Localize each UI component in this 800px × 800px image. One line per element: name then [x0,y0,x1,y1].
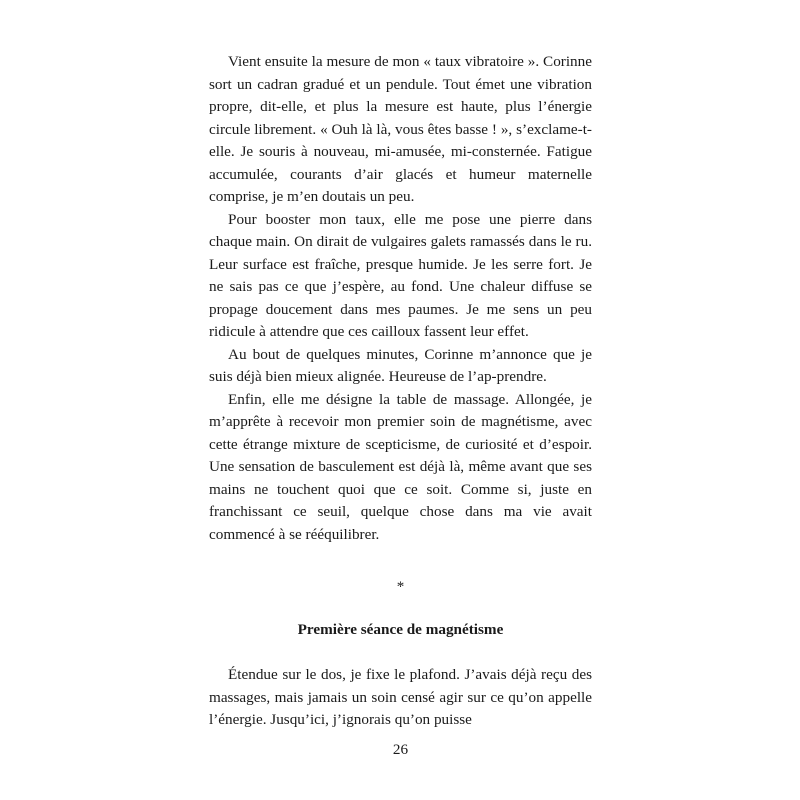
book-page [209,0,592,800]
paragraph-etendue: Étendue sur le dos, je fixe le plafond. J’avais déjà reçu des massages, mais jamais un soin censé agir sur ce qu’on appelle l’énergie. Jusqu’ici, j’ignorais qu’on puisse [209,666,592,728]
paragraph-pierres: Pour booster mon taux, elle me pose une pierre dans chaque main. On dirait de vulgaires galets ramassés dans le ru. Leur surface est fraîche, presque humide. Je les serre fort. Je ne sais pas ce que j’espère, au fond. Une chaleur diffuse se propage doucement dans mes paumes. Je me sens un peu ridicule à attendre que ces cailloux fassent leur effet. [209,210,592,340]
paragraph-table-de-massage: Enfin, elle me désigne la table de massage. Allongée, je m’apprête à recevoir mon premier soin de magnétisme, avec cette étrange mixture de scepticisme, de curiosité et d’espoir. Une sensation de basculement est déjà là, même avant que ses mains ne touchent quoi que ce soit. Comme si, juste en franchissant ce seuil, quelque chose dans ma vie avait commencé à se rééquilibrer. [209,390,592,543]
body-text [209,51,592,546]
section-body-text [209,664,592,732]
paragraph-alignee: Au bout de quelques minutes, Corinne m’annonce que je suis déjà bien mieux alignée. Heureuse de l’ap-prendre. [209,345,592,385]
page-number: 26 [392,741,409,758]
paragraph-taux-vibratoire: Vient ensuite la mesure de mon « taux vibratoire ». Corinne sort un cadran gradué et un pendule. Tout émet une vibration propre, dit-elle, et plus la mesure est haute, plus l’énergie circule librement. « Ouh là là, vous êtes basse ! », s’exclame-t-elle. Je souris à nouveau, mi-amusée, mi-consternée. Fatigue accumulée, courants d’air glacés et humeur maternelle comprise, je m’en doutais un peu. [209,53,592,205]
section-heading: Première séance de magnétisme [297,621,504,638]
section-separator: * [396,579,405,595]
